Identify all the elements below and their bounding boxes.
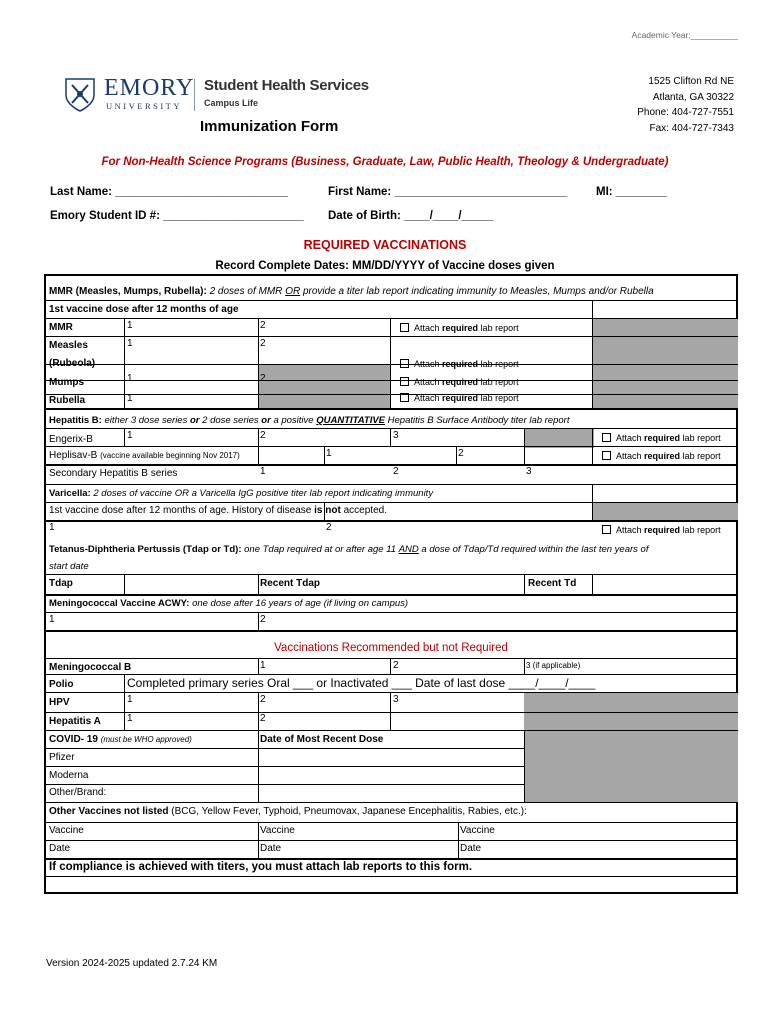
engerix-attach-checkbox[interactable]: Attach required lab report: [602, 432, 721, 444]
engerix-label: Engerix-B: [49, 434, 93, 445]
logo-university-text: UNIVERSITY: [106, 101, 182, 111]
heplisav-label: Heplisav-B (vaccine available beginning Nov 2017): [49, 450, 240, 461]
student-id-field[interactable]: Emory Student ID #: ______________________: [50, 210, 304, 222]
version-footer: Version 2024-2025 updated 2.7.24 KM: [46, 958, 218, 969]
tdap-header-cont: start date: [49, 561, 89, 572]
other-vaccines-header: Other Vaccines not listed (BCG, Yellow Fever, Typhoid, Pneumovax, Japanese Encephalitis, Rabies, etc.):: [49, 806, 527, 817]
hpv-dose2-field[interactable]: 2: [260, 694, 266, 705]
vaccination-table: [44, 274, 738, 894]
secondary-hepb-label: Secondary Hepatitis B series: [49, 468, 178, 479]
first-name-field[interactable]: First Name: ___________________________: [328, 186, 568, 198]
last-name-field[interactable]: Last Name: ___________________________: [50, 186, 288, 198]
hpv-dose3-field[interactable]: 3: [393, 694, 399, 705]
recent-td-label: Recent Td: [528, 578, 577, 589]
secondary-dose2-field[interactable]: 2: [393, 466, 399, 477]
other-brand-label: Other/Brand:: [49, 787, 107, 798]
hepa-label: Hepatitis A: [49, 716, 101, 727]
varicella-dose1-field[interactable]: 1: [49, 522, 55, 533]
engerix-dose1-field[interactable]: 1: [127, 430, 133, 441]
moderna-label: Moderna: [49, 770, 89, 781]
heplisav-attach-checkbox[interactable]: Attach required lab report: [602, 450, 721, 462]
heplisav-dose2-field[interactable]: 2: [458, 448, 464, 459]
recent-tdap-label: Recent Tdap: [260, 578, 321, 589]
address-fax: Fax: 404-727-7343: [649, 122, 734, 134]
date-field[interactable]: Date: [260, 843, 282, 854]
mmr-attach-checkbox[interactable]: Attach required lab report: [400, 322, 519, 334]
mmr-dose2-field[interactable]: 2: [260, 320, 266, 331]
varicella-attach-checkbox[interactable]: Attach required lab report: [602, 524, 721, 536]
rubella-row-label: Rubella: [49, 395, 86, 406]
engerix-dose3-field[interactable]: 3: [393, 430, 399, 441]
mening-acwy-dose2-field[interactable]: 2: [260, 614, 266, 625]
varicella-header: Varicella: 2 doses of vaccine OR a Varicella IgG positive titer lab report indicating immunity: [49, 488, 434, 499]
men-b-dose2-field[interactable]: 2: [393, 660, 399, 671]
academic-year: Academic Year:__________: [631, 30, 738, 40]
rubella-attach-checkbox[interactable]: Attach required lab report: [400, 392, 519, 404]
rubella-dose1-field[interactable]: 1: [127, 393, 133, 404]
record-instructions: Record Complete Dates: MM/DD/YYYY of Vaccine doses given: [215, 260, 555, 272]
mmr-first-dose-note: 1st vaccine dose after 12 months of age: [49, 304, 239, 315]
pfizer-label: Pfizer: [49, 752, 75, 763]
covid-label: COVID- 19 (must be WHO approved): [49, 734, 192, 745]
men-b-dose1-field[interactable]: 1: [260, 660, 266, 671]
dob-field[interactable]: Date of Birth: ____/____/_____: [328, 210, 494, 222]
measles-attach-checkbox[interactable]: Attach required lab report: [400, 358, 519, 370]
logo-divider: [194, 79, 195, 111]
varicella-dose2-field[interactable]: 2: [326, 522, 332, 533]
tdap-label: Tdap: [49, 578, 73, 589]
address-phone: Phone: 404-727-7551: [637, 107, 734, 118]
date-field[interactable]: Date: [49, 843, 71, 854]
subtitle: For Non-Health Science Programs (Business, Graduate, Law, Public Health, Theology & Undergraduate): [101, 156, 669, 168]
titer-note: If compliance is achieved with titers, you must attach lab reports to this form.: [49, 861, 473, 873]
varicella-note: 1st vaccine dose after 12 months of age. History of disease is not accepted.: [49, 505, 387, 516]
men-b-label: Meningococcal B: [49, 662, 132, 673]
address-line: Atlanta, GA 30322: [652, 91, 734, 103]
mi-field[interactable]: MI: ________: [596, 186, 667, 198]
men-b-dose3-field[interactable]: 3 (if applicable): [526, 661, 581, 670]
emory-shield-icon: [62, 77, 98, 113]
vaccine-field[interactable]: Vaccine: [49, 825, 84, 836]
mumps-dose1-field[interactable]: 1: [127, 373, 133, 384]
recommended-heading: Vaccinations Recommended but not Required: [274, 642, 508, 654]
mmr-header: MMR (Measles, Mumps, Rubella): 2 doses of MMR OR provide a titer lab report indicating immunity to Measles, Mumps and/or Rubella: [49, 286, 654, 297]
department-name: Student Health Services: [204, 77, 369, 94]
polio-text[interactable]: Completed primary series Oral ___ or Inactivated ___ Date of last dose ____/____/____: [127, 676, 596, 690]
tdap-header: Tetanus-Diphtheria Pertussis (Tdap or Td): one Tdap required at or after age 11 AND a dose of Tdap/Td required within the last ten years of: [49, 544, 649, 555]
mening-acwy-header: Meningococcal Vaccine ACWY: one dose after 16 years of age (if living on campus): [49, 598, 409, 609]
campus-life: Campus Life: [204, 98, 259, 108]
heplisav-dose1-field[interactable]: 1: [326, 448, 332, 459]
measles-dose2-field[interactable]: 2: [260, 338, 266, 349]
address-block: [637, 74, 734, 136]
vaccine-field[interactable]: Vaccine: [260, 825, 295, 836]
hpv-label: HPV: [49, 697, 70, 708]
measles-row-label: Measles: [49, 340, 88, 351]
mumps-dose2-field[interactable]: 2: [260, 373, 266, 384]
recent-dose-label: Date of Most Recent Dose: [260, 734, 384, 745]
rubeola-row-label: (Rubeola): [49, 358, 96, 369]
mumps-attach-checkbox[interactable]: Attach required lab report: [400, 376, 519, 388]
measles-dose1-field[interactable]: 1: [127, 338, 133, 349]
vaccine-field[interactable]: Vaccine: [460, 825, 495, 836]
logo-emory-text: EMORY: [104, 75, 195, 101]
hepb-header: Hepatitis B: either 3 dose series or 2 dose series or a positive QUANTITATIVE Hepatitis B Surface Antibody titer lab report: [49, 415, 570, 426]
mumps-row-label: Mumps: [49, 377, 84, 388]
polio-label: Polio: [49, 679, 74, 690]
mmr-dose1-field[interactable]: 1: [127, 320, 133, 331]
hepa-dose2-field[interactable]: 2: [260, 713, 266, 724]
mmr-row-label: MMR: [49, 322, 73, 333]
secondary-dose1-field[interactable]: 1: [260, 466, 266, 477]
hepa-dose1-field[interactable]: 1: [127, 713, 133, 724]
mening-acwy-dose1-field[interactable]: 1: [49, 614, 55, 625]
date-field[interactable]: Date: [460, 843, 482, 854]
secondary-dose3-field[interactable]: 3: [526, 466, 532, 477]
hpv-dose1-field[interactable]: 1: [127, 694, 133, 705]
engerix-dose2-field[interactable]: 2: [260, 430, 266, 441]
address-line: 1525 Clifton Rd NE: [648, 76, 734, 87]
form-title: Immunization Form: [200, 118, 339, 135]
required-heading: REQUIRED VACCINATIONS: [303, 238, 467, 252]
